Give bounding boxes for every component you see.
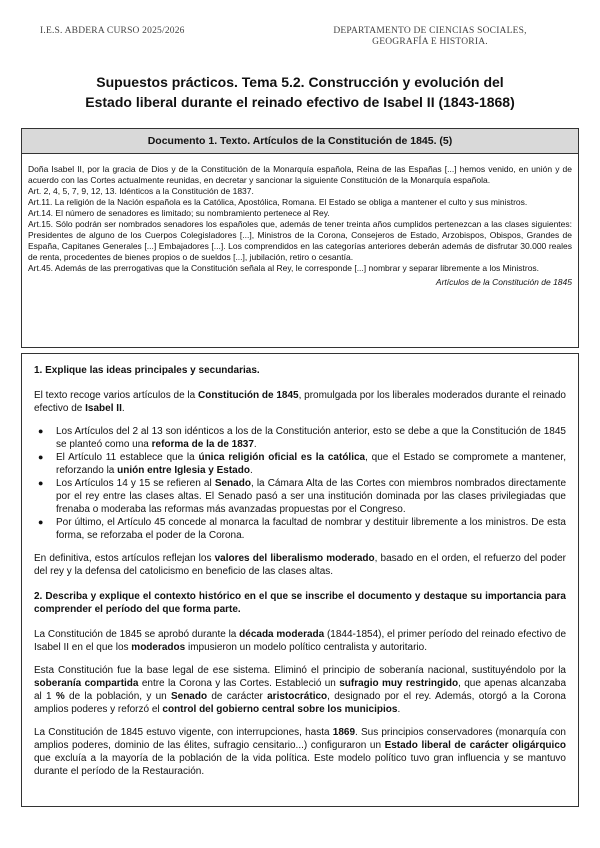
answer-1-intro: El texto recoge varios artículos de la Constitución de 1845, promulgada por los liberales moderados durante el reinado efectivo de Isabel II. [34, 390, 566, 414]
question-2: 2. Describa y explique el contexto histórico en el que se inscribe el documento y destaque su importancia para comprender el período del que forma parte. [34, 591, 566, 615]
page-title-line2: Estado liberal durante el reinado efectivo de Isabel II (1843-1868) [85, 94, 515, 110]
answer-2-paragraph: La Constitución de 1845 estuvo vigente, con interrupciones, hasta 1869. Sus principios conservadores (monarquía con amplios poderes, dominio de las élites, sufragio censitario...) configuraron un Estado liberal de carácter oligárquico que excluía a la mayoría de la población de la vida política. Este modelo político tuvo gran influencia y se mantuvo durante el período de la Restauración. [34, 727, 566, 777]
answer-1-bullets [34, 425, 566, 542]
document-paragraph: Art.45. Además de las prerrogativas que la Constitución señala al Rey, le corresponde [...] nombrar y separar libremente a los Ministros. [28, 263, 540, 273]
answer-2-paragraph: Esta Constitución fue la base legal de ese sistema. Eliminó el principio de soberanía nacional, sustituyéndolo por la soberanía compartida entre la Corona y las Cortes. Estableció un sufragio muy restringido, que apenas alcanzaba al 1 % de la población, y un Senado de carácter aristocrático, designado por el rey. Además, otorgó a la Corona amplios poderes y reforzó el control del gobierno central sobre los municipios. [34, 665, 567, 715]
bullet-icon: ● [38, 426, 44, 436]
header-department-line2: GEOGRAFÍA E HISTORIA. [372, 37, 488, 47]
bullet-icon: ● [38, 452, 44, 462]
bullet-item: ● Los Artículos del 2 al 13 son idénticos a los de la Constitución anterior, esto se debe a que la Constitución de 1845 se planteó como una reforma de la de 1837. [38, 426, 566, 450]
document-paragraph: Art.15. Sólo podrán ser nombrados senadores los españoles que, además de tener treinta años cumplidos pertenezcan a las clases siguientes: Presidentes de alguno de los Cuerpos Colegisladores [...], Ministros de la Corona, Consejeros de Estado, Arzobispos, Obispos, Grandes de España, Capitanes Generales [...] Embajadores [...]. Los comprendidos en las categorías anteriores deberán además de disfrutar 30.000 reales de renta, procedentes de bienes propios o de sueldos [...], jubilación, retiro o cesantía. [28, 219, 572, 262]
header-department-line1: DEPARTAMENTO DE CIENCIAS SOCIALES, [333, 26, 527, 36]
document-body [22, 154, 578, 288]
bullet-item: ● Por último, el Artículo 45 concede al monarca la facultad de nombrar y destituir libremente a los ministros. De esta forma, se reforzaba el poder de la Corona. [38, 517, 566, 541]
question-1: 1. Explique las ideas principales y secundarias. [34, 365, 260, 376]
document-paragraph: Art.11. La religión de la Nación española es la Católica, Apostólica, Romana. El Estado se obliga a mantener el culto y sus ministros. [28, 197, 528, 207]
page-title-line1: Supuestos prácticos. Tema 5.2. Construcción y evolución del [96, 74, 504, 90]
bullet-item: ● Los Artículos 14 y 15 se refieren al Senado, la Cámara Alta de las Cortes con miembros nombrados directamente por el rey entre las clases altas. El Senado pasó a ser una institución dominada por las clases privilegiadas que frenaba o moderaba las reformas más avanzadas propuestas por el Congreso. [38, 478, 566, 515]
document-source: Artículos de la Constitución de 1845 [435, 277, 572, 287]
bullet-icon: ● [38, 478, 44, 488]
document-paragraph: Art. 2, 4, 5, 7, 9, 12, 13. Idénticos a la Constitución de 1837. [28, 186, 254, 196]
document-paragraph: Doña Isabel II, por la gracia de Dios y de la Constitución de la Monarquía española, Reina de las Españas [...] hemos venido, en unión y de acuerdo con las Cortes actualmente reunidas, en decretar y sancionar la siguiente Constitución de la Monarquía española. [28, 164, 572, 185]
answers-box [21, 353, 579, 807]
bullet-icon: ● [38, 517, 44, 527]
page-title [40, 72, 560, 112]
header-school: I.E.S. ABDERA CURSO 2025/2026 [40, 26, 185, 36]
bullet-item: ● El Artículo 11 establece que la única religión oficial es la católica, que el Estado se compromete a mantener, reforzando la unión entre Iglesia y Estado. [38, 452, 566, 476]
answer-1-conclusion: En definitiva, estos artículos reflejan los valores del liberalismo moderado, basado en el orden, el refuerzo del poder del rey y la defensa del catolicismo en beneficio de las clases altas. [34, 553, 566, 577]
answer-2-paragraph: La Constitución de 1845 se aprobó durante la década moderada (1844-1854), el primer período del reinado efectivo de Isabel II en el que los moderados impusieron un modelo político centralista y autoritario. [34, 629, 567, 653]
header-department [300, 26, 560, 48]
document-box [21, 128, 579, 348]
document-paragraph: Art.14. El número de senadores es limitado; su nombramiento pertenece al Rey. [28, 208, 330, 218]
document-heading: Documento 1. Texto. Artículos de la Constitución de 1845. (5) [22, 129, 578, 154]
